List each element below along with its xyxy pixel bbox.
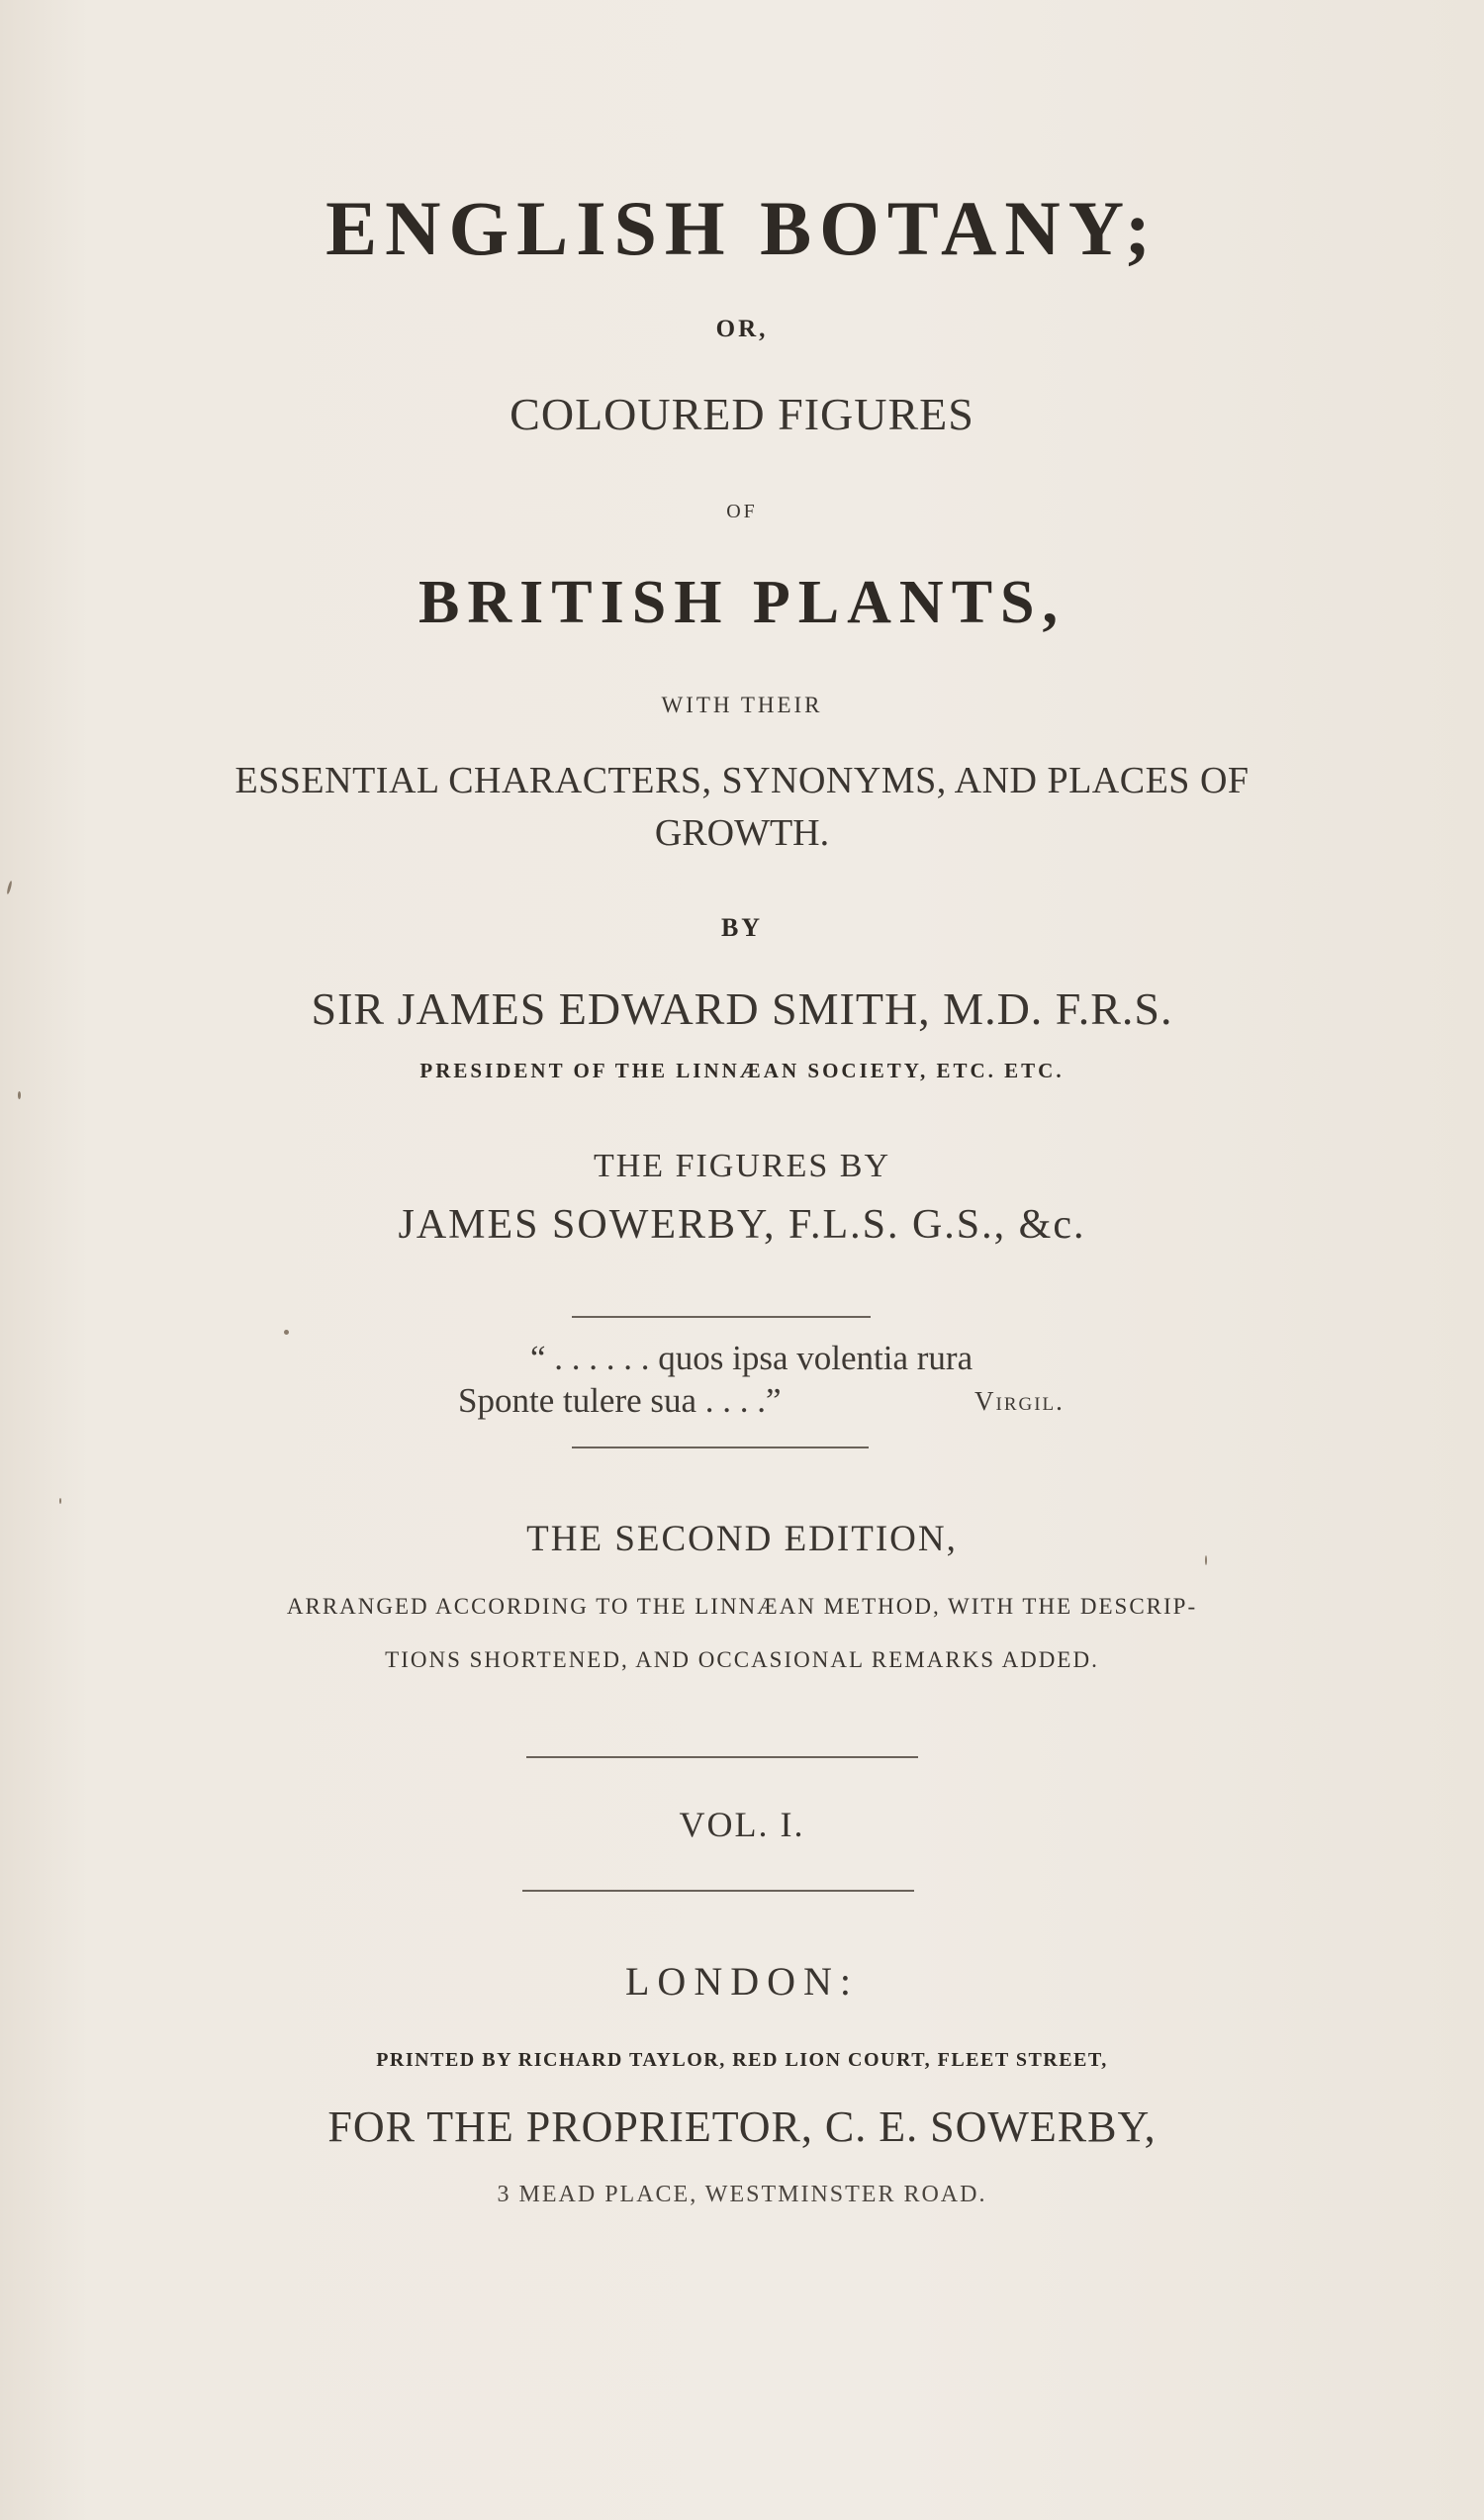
printer-line: PRINTED BY RICHARD TAYLOR, RED LION COURT, FLEET STREET, [376, 2049, 1108, 2071]
paper-speck [59, 1498, 61, 1504]
essential-characters-line2: GROWTH. [654, 812, 830, 854]
illustrator-name: JAMES SOWERBY, F.L.S. G.S., &c. [398, 1202, 1086, 1248]
by-text: BY [720, 913, 764, 942]
divider-rule [522, 1890, 914, 1892]
divider-rule [572, 1447, 869, 1448]
divider-rule [572, 1316, 871, 1318]
city-text: LONDON: [625, 1959, 859, 2004]
author-name: SIR JAMES EDWARD SMITH, M.D. F.R.S. [311, 983, 1173, 1034]
volume-number: VOL. I. [679, 1805, 805, 1844]
motto-line2: Sponte tulere sua . . . .” [458, 1381, 782, 1420]
coloured-figures-text: COLOURED FIGURES [510, 389, 974, 439]
of-text: OF [726, 501, 758, 522]
essential-characters-line1: ESSENTIAL CHARACTERS, SYNONYMS, AND PLACES OF [234, 760, 1250, 801]
edition-text: THE SECOND EDITION, [526, 1519, 958, 1559]
author-title: PRESIDENT OF THE LINNÆAN SOCIETY, ETC. ETC. [419, 1059, 1065, 1082]
proprietor-line: FOR THE PROPRIETOR, C. E. SOWERBY, [327, 2102, 1157, 2151]
arranged-line2: TIONS SHORTENED, AND OCCASIONAL REMARKS ADDED. [385, 1647, 1099, 1672]
address-line: 3 MEAD PLACE, WESTMINSTER ROAD. [497, 2182, 987, 2207]
divider-rule [526, 1756, 918, 1758]
arranged-line1: ARRANGED ACCORDING TO THE LINNÆAN METHOD, WITH THE DESCRIP- [286, 1594, 1198, 1619]
paper-speck [6, 881, 13, 894]
british-plants-heading: BRITISH PLANTS, [417, 569, 1067, 636]
paper-speck [1205, 1555, 1207, 1565]
with-their-text: WITH THEIR [661, 693, 823, 717]
figures-by-text: THE FIGURES BY [593, 1148, 891, 1184]
paper-speck [284, 1330, 289, 1335]
or-text: OR, [715, 316, 769, 342]
book-title: ENGLISH BOTANY; [325, 185, 1159, 271]
paper-speck [18, 1091, 21, 1099]
motto-line1: “ . . . . . . quos ipsa volentia rura [530, 1339, 974, 1377]
motto-source: Virgil. [974, 1386, 1065, 1416]
